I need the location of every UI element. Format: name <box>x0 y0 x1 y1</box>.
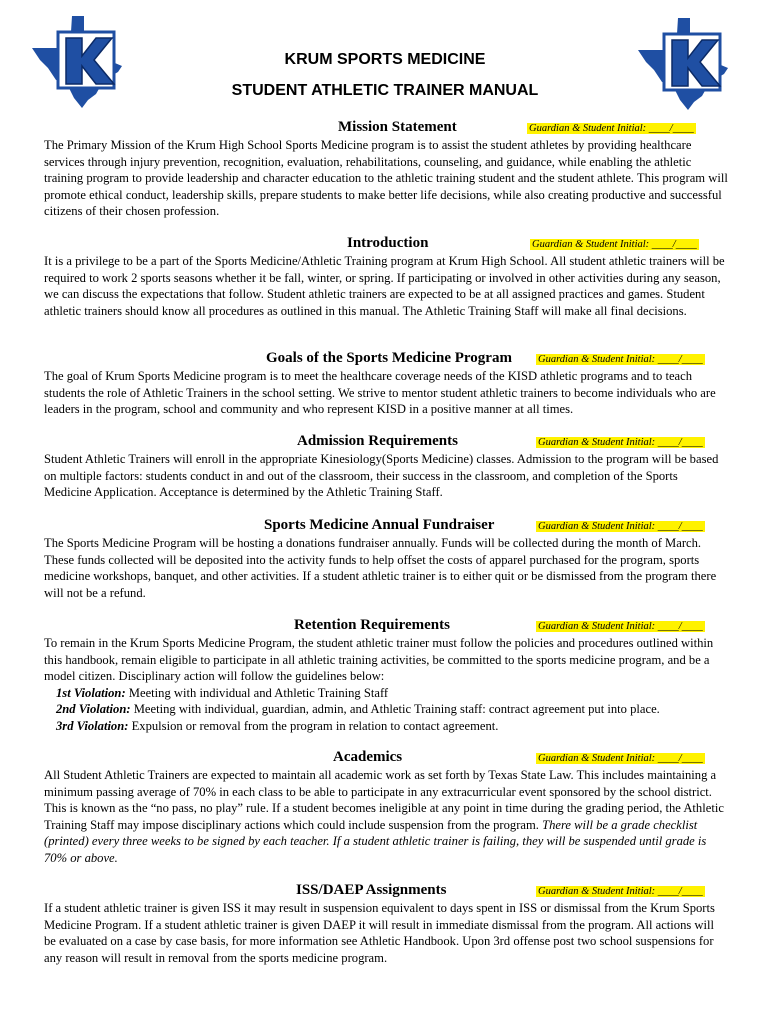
section-heading: Academics <box>333 749 403 765</box>
section-mission <box>44 119 728 220</box>
initial-line: Guardian & Student Initial: ____/____ <box>532 239 697 250</box>
section-heading: ISS/DAEP Assignments <box>296 882 447 898</box>
section-retention <box>44 617 728 734</box>
initial-line: Guardian & Student Initial: ____/____ <box>538 621 703 632</box>
section-heading: Introduction <box>347 235 429 251</box>
section-fundraiser <box>44 517 728 601</box>
section-heading: Admission Requirements <box>297 433 458 449</box>
section-body: The Primary Mission of the Krum High School Sports Medicine program is to assist the student athletes by providing healthcare services through injury prevention, recognition, evaluation, rehabilitations, counseling, and guidance, while enabling the athletic training program to provide leadership and character education to the athletic training student and the student athlete. This program will promote ethical conduct, leadership skills, prepare students to make better life decisions, while also creating productive and successful citizens of their chosen profession. <box>44 138 728 218</box>
section-body: It is a privilege to be a part of the Sports Medicine/Athletic Training program at Krum High School. All student athletic trainers will be required to work 2 sports seasons whether it be fall, winter, or spring. If participating or involved in other activities during any season, we can discuss the expectations that follow. Student athletic trainers are expected to be at all assigned practices and games. Student athletic trainers should know all procedures as outlined in this manual. The Athletic Training Staff will make all final decisions. <box>44 254 725 318</box>
document-subtitle: STUDENT ATHLETIC TRAINER MANUAL <box>231 82 539 99</box>
initial-line: Guardian & Student Initial: ____/____ <box>538 354 703 365</box>
initial-line: Guardian & Student Initial: ____/____ <box>538 521 703 532</box>
initial-line: Guardian & Student Initial: ____/____ <box>538 753 703 764</box>
section-body: The goal of Krum Sports Medicine program is to meet the healthcare coverage needs of the KISD athletic programs and to teach students the role of Athletic Trainers in the school setting. We strive to mentor student athletic trainers to become individuals who are leaders in the program, school and community and who represent KISD in a positive manner at all times. <box>44 369 716 416</box>
section-heading: Retention Requirements <box>294 617 450 633</box>
section-heading: Mission Statement <box>338 119 457 135</box>
section-body: To remain in the Krum Sports Medicine Program, the student athletic trainer must follow the policies and procedures outlined within this handbook, remain eligible to participate in all athletic training activities, be committed to the sports medicine program, and be a model citizen. Disciplinary action will follow the guidelines below: <box>44 636 714 683</box>
section-admission <box>44 433 728 501</box>
section-body: The Sports Medicine Program will be hosting a donations fundraiser annually. Funds will be collected during the month of March. These funds collected will be deposited into the activity funds to help offset the costs of apparel purchased for the program, sports medicine workshops, banquet, and other activities. If a student athletic trainer is to either quit or be dismissed from the program there will not be a refund. <box>44 536 717 600</box>
section-academics <box>44 749 728 866</box>
violation-item: 1st Violation: Meeting with individual and Athletic Training Staff <box>56 685 389 700</box>
violation-item: 3rd Violation: Expulsion or removal from the program in relation to contact agreement. <box>56 718 499 733</box>
section-heading: Sports Medicine Annual Fundraiser <box>264 517 495 533</box>
document-title: KRUM SPORTS MEDICINE <box>284 51 486 68</box>
initial-line: Guardian & Student Initial: ____/____ <box>538 886 703 897</box>
initial-line: Guardian & Student Initial: ____/____ <box>538 437 703 448</box>
section-introduction <box>44 235 728 319</box>
section-goals <box>44 350 728 418</box>
section-iss-daep <box>44 882 728 966</box>
section-body: Student Athletic Trainers will enroll in the appropriate Kinesiology(Sports Medicine) classes. Admission to the program will be based on multiple factors: students conduct in and out of the classroom, their success in the classroom, and completion of the Sports Medicine Application. Acceptance is determined by the Athletic Training Staff. <box>44 452 719 499</box>
section-body: All Student Athletic Trainers are expected to maintain all academic work as set forth by Texas State Law. This includes maintaining a minimum passing average of 70% in each class to be able to participate in any extracurricular event sponsored by the school district. This is known as the “no pass, no play” rule. If a student becomes ineligible at any point in time during the grading period, the Athletic Training Staff may impose disciplinary actions which could include suspension from the program. There will be a grade checklist (printed) every three weeks to be signed by each teacher. If a student athletic trainer is failing, they will be suspended until grade is 70% or above. <box>44 768 724 865</box>
section-heading: Goals of the Sports Medicine Program <box>266 350 512 366</box>
violation-item: 2nd Violation: Meeting with individual, guardian, admin, and Athletic Training staff: contract agreement put into place. <box>56 702 660 716</box>
section-body: If a student athletic trainer is given ISS it may result in suspension equivalent to days spent in ISS or dismissal from the Krum Sports Medicine Program. If a student athletic trainer is given DAEP it will result in immediate dismissal from the program. All actions will be evaluated on a case by case basis, for more information see Athletic Handbook. Upon 3rd offense post two school suspensions for any reason will result in removal from the sports medicine program. <box>44 901 715 965</box>
initial-line: Guardian & Student Initial: ____/____ <box>529 123 694 134</box>
